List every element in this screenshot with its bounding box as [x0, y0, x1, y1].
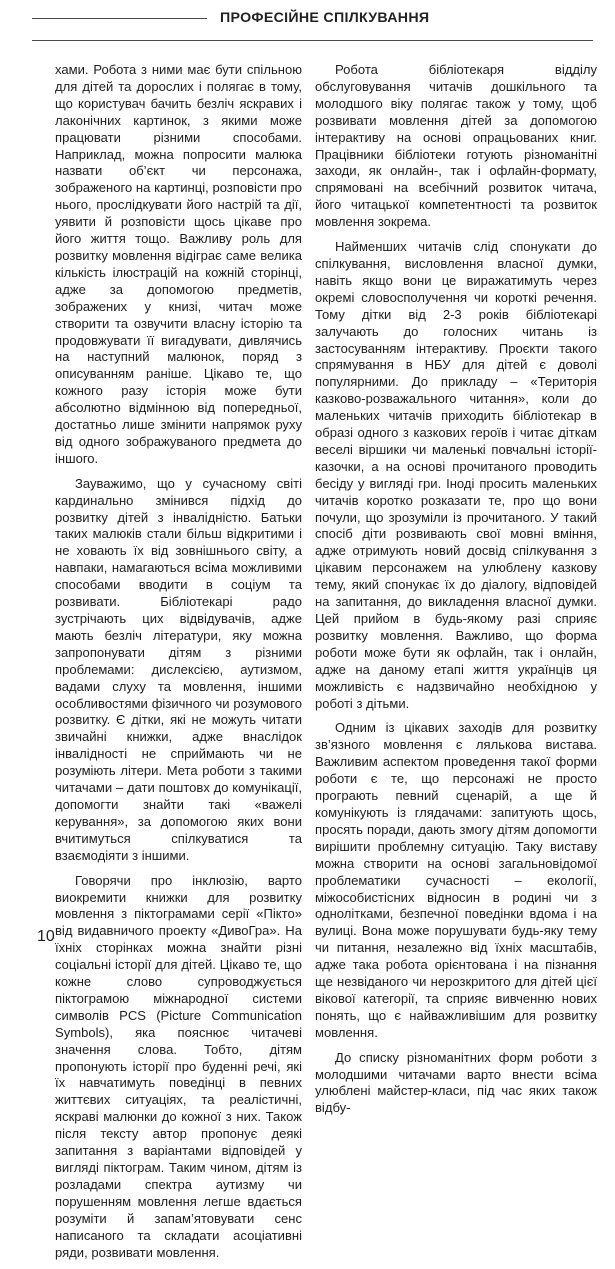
page-number: 10	[37, 928, 55, 945]
running-header	[32, 10, 593, 40]
right-column	[315, 62, 597, 1125]
paragraph: Зауважимо, що у сучасному світі кардинально змінився підхід до розвитку дітей з інвалідністю. Батьки таких малюків стали більш відкритими і не ховають їх від зовнішнього світу, а навпаки, намагаються всіма можливими способами вводити в соціум та розвивати. Бібліотекарі радо зустрічають цих відвідувачів, адже мають безліч літератури, яку можна запропонувати дітям з різними проблемами: дислексією, аутизмом, вадами слуху та мовлення, іншими особливостями фізичного чи розумового розвитку. Є дітки, які не можуть читати звичайні книжки, адже внаслідок інвалідності не сприймають чи не розуміють літери. Мета роботи з такими читачами – дати поштовх до комунікації, допомогти знайти такі «важелі керування», за допомогою яких вони вчитимуться спілкуватися та взаємодіяти з іншими.	[55, 475, 302, 863]
paragraph: Робота бібліотекаря відділу обслуговування читачів дошкільного та молодшого віку полягає також у тому, щоб розвивати мовлення дітей за допомогою інтерактиву на основі опрацьованих книг. Працівники бібліотеки готують різноманітні заходи, як онлайн-, так і офлайн-формату, спрямовані на всебічний розвиток читача, його читацької компетентності та розвиток мовлення зокрема.	[315, 62, 597, 230]
paragraph: Говорячи про інклюзію, варто виокремити книжки для розвитку мовлення з піктограмами серії «Пікто» від видавничого проекту «ДивоГра». На їхніх сторінках можна знайти різні соціальні історії для дітей. Цікаво те, що кожне слово супроводжується піктограмою міжнародної системи символів PCS (Picture Communication Symbols), яка пояснює читачеві значення слова. Тобто, дітям пропонують історії про буденні речі, які їх навчатимуть поведінці в певних життєвих ситуаціях, та реалістичні, яскраві малюнки до кожної з них. Також після тексту автор пропонує деякі запитання з варіантами відповідей у вигляді піктограм. Таким чином, дітям із розладами спектра аутизму чи порушенням мовлення легше вдається розуміти й запам’ятовувати сенс написаного та складати асоціативні ряди, розвивати мовлення.	[55, 872, 302, 1260]
section-title: ПРОФЕСІЙНЕ СПІЛКУВАННЯ	[220, 10, 430, 26]
paragraph: Одним із цікавих заходів для розвитку зв’язного мовлення є лялькова вистава. Важливим аспектом проведення такої форми роботи є те, що персонажі не просто програють певний сценарій, а ще й комунікують із глядачами: запитують щось, просять поради, дають змогу дітям допомогти вирішити проблемну ситуацію. Таку виставу можна створити на основі загальновідомої проблематики сучасності – екології, міжособистісних відносин в родині чи з однолітками, безпечної поведінки вдома і на вулиці. Вона може порушувати будь-яку тему чи питання, незалежно від їхніх масштабів, адже така робота орієнтована і на пізнання ще незвіданого чи нерозкритого для дітей цієї вікової категорії, та сприяє вивченню нових понять, що є найважливішим для розвитку мовлення.	[315, 720, 597, 1040]
paragraph: Найменших читачів слід спонукати до спілкування, висловлення власної думки, навіть якщо вони це виражатимуть через окремі словосполучення чи короткі речення. Тому дітки від 2-3 років бібліотекарі залучають до голосних читань із застосуванням інтерактиву. Проєкти такого спрямування в НБУ для дітей є доволі популярними. До прикладу – «Територія казково-розважального читання», коли до маленьких читачів приходить бібліотекар в образі одного з казкових героїв і читає діткам веселі віршики чи маленькі повчальні історії-казочки, а на основі прочитаного проводить бесіду у вигляді гри. Іноді просить маленьких читачів коротко розказати те, про що вони почули, що зрозуміли із прочитаного. У такий спосіб діти розвивають свої мовні вміння, адже отримують новий досвід спілкування з цікавим персонажем на улюблену казкову тему, який спонукає їх до діалогу, відповідей на запитання, до викладення власної думки. Цей прийом в будь-якому разі сприяє розвитку мовлення. Важливо, що форма роботи може бути як офлайн, так і онлайн, адже на даному етапі життя українців ця можливість є надзвичайно необхідною у роботі з дітьми.	[315, 239, 597, 711]
paragraph: До списку різноманітних форм роботи з молодшими читачами варто внести всіма улюблені майстер-класи, під час яких також відбу-	[315, 1049, 597, 1116]
header-rule-top	[32, 18, 207, 19]
header-rule-bottom	[32, 40, 593, 41]
paragraph: хами. Робота з ними має бути спільною для дітей та дорослих і полягає в тому, що користувач бачить безліч яскравих і лаконічних картинок, з якими може працювати різними способами. Наприклад, можна попросити малюка назвати об’єкт чи персонажа, зображеного на картинці, розповісти про нього, прослідкувати його настрій та дії, уявити й розповісти щось цікаве про його життя тощо. Важливу роль для розвитку мовлення відіграє саме велика кількість ілюстрацій на кожній сторінці, адже за допомогою предметів, зображених у книзі, читач може створити та озвучити власну історію та продовжувати її вигадувати, дивлячись на наступний малюнок, поряд з описуванням раніше. Цікаво те, що кожного разу історія може бути абсолютно відмінною від попередньої, достатньо лише змінити напрямок руху від одного зображуваного предмета до іншого.	[55, 62, 302, 466]
left-column	[55, 62, 302, 1269]
